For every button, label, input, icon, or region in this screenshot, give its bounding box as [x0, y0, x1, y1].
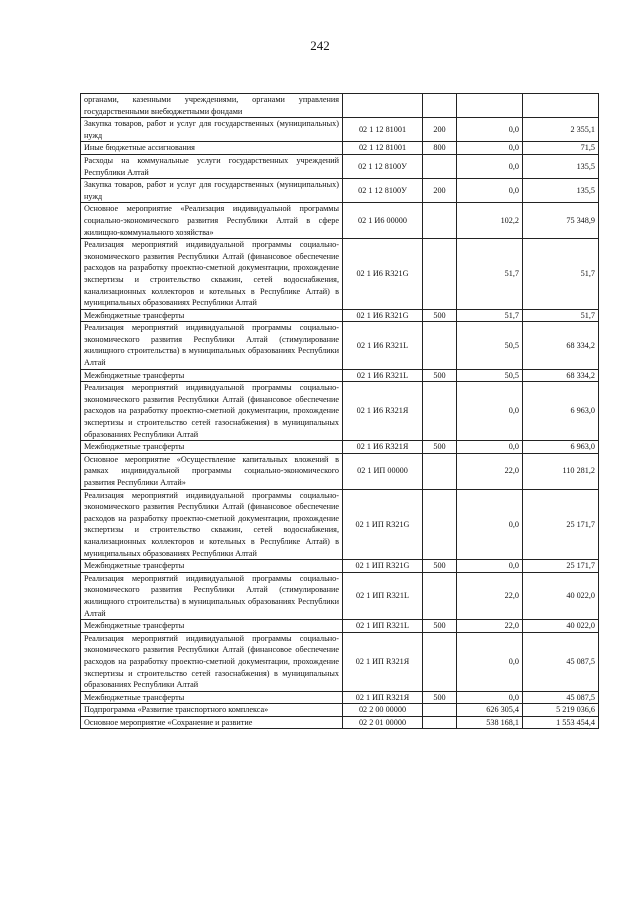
row-expense-type-cell: [423, 704, 457, 717]
row-value-2-cell: 110 281,2: [523, 453, 599, 489]
row-value-2-cell: 25 171,7: [523, 489, 599, 560]
table-row: [81, 489, 599, 560]
row-expense-type-cell: [423, 203, 457, 239]
table-row: [81, 632, 599, 691]
row-value-1-cell: 50,5: [457, 369, 523, 382]
row-value-1-cell: 51,7: [457, 239, 523, 310]
row-value-2-cell: 45 087,5: [523, 632, 599, 691]
row-name-cell: органами, казенными учреждениями, органами управления государственными внебюджетными фондами: [81, 94, 343, 118]
row-name-cell: Расходы на коммунальные услуги государственных учреждений Республики Алтай: [81, 154, 343, 178]
table-row: [81, 118, 599, 142]
row-code-cell: 02 1 ИП R321G: [343, 560, 423, 573]
row-name-cell: Реализация мероприятий индивидуальной программы социально-экономического развития Республики Алтай (финансовое обеспечение расходов на разработку проектно-сметной документации, прохождение экспертизы и строительство скважин, сетей водоснабжения, канализационных коллекторов и котельных в Республике Алтай) в муниципальных образованиях Республики Алтай: [81, 489, 343, 560]
row-value-1-cell: 538 168,1: [457, 716, 523, 729]
row-value-1-cell: 50,5: [457, 322, 523, 369]
row-expense-type-cell: [423, 716, 457, 729]
row-value-2-cell: 6 963,0: [523, 441, 599, 454]
table-row: [81, 203, 599, 239]
row-code-cell: 02 1 И6 00000: [343, 203, 423, 239]
table-row: [81, 142, 599, 155]
row-value-2-cell: 68 334,2: [523, 369, 599, 382]
row-name-cell: Реализация мероприятий индивидуальной программы социально-экономического развития Республики Алтай (финансовое обеспечение расходов на разработку проектно-сметной документации, прохождение экспертизы и строительство сетей газоснабжения) в муниципальных образованиях Республики Алтай: [81, 382, 343, 441]
table-row: [81, 572, 599, 619]
row-expense-type-cell: 500: [423, 309, 457, 322]
row-value-1-cell: 0,0: [457, 691, 523, 704]
budget-table: [80, 93, 599, 729]
row-value-1-cell: 0,0: [457, 441, 523, 454]
row-code-cell: 02 1 12 8100У: [343, 154, 423, 178]
row-value-2-cell: [523, 94, 599, 118]
table-row: [81, 179, 599, 203]
row-expense-type-cell: 500: [423, 620, 457, 633]
budget-table-body: [81, 94, 599, 729]
row-code-cell: 02 2 00 00000: [343, 704, 423, 717]
row-value-2-cell: 5 219 036,6: [523, 704, 599, 717]
row-name-cell: Основное мероприятие «Сохранение и развитие: [81, 716, 343, 729]
row-code-cell: 02 1 12 81001: [343, 142, 423, 155]
row-name-cell: Межбюджетные трансферты: [81, 691, 343, 704]
table-row: [81, 382, 599, 441]
row-name-cell: Реализация мероприятий индивидуальной программы социально-экономического развития Республики Алтай (стимулирование жилищного строительства) в муниципальных образованиях Республики Алтай: [81, 572, 343, 619]
page-number: 242: [310, 38, 330, 53]
table-row: [81, 309, 599, 322]
row-expense-type-cell: 500: [423, 441, 457, 454]
row-value-2-cell: 2 355,1: [523, 118, 599, 142]
row-code-cell: 02 1 ИП R321Я: [343, 632, 423, 691]
row-expense-type-cell: 500: [423, 369, 457, 382]
row-expense-type-cell: 800: [423, 142, 457, 155]
row-name-cell: Межбюджетные трансферты: [81, 369, 343, 382]
table-row: [81, 620, 599, 633]
row-value-2-cell: 40 022,0: [523, 620, 599, 633]
row-value-1-cell: 0,0: [457, 142, 523, 155]
row-value-1-cell: 22,0: [457, 572, 523, 619]
row-name-cell: Основное мероприятие «Реализация индивидуальной программы социально-экономического развития Республики Алтай в сфере жилищно-коммунального хозяйства»: [81, 203, 343, 239]
row-expense-type-cell: 500: [423, 691, 457, 704]
row-code-cell: [343, 94, 423, 118]
row-expense-type-cell: [423, 489, 457, 560]
row-value-2-cell: 40 022,0: [523, 572, 599, 619]
table-row: [81, 716, 599, 729]
table-row: [81, 239, 599, 310]
row-value-2-cell: 45 087,5: [523, 691, 599, 704]
row-value-1-cell: 22,0: [457, 620, 523, 633]
row-expense-type-cell: [423, 572, 457, 619]
row-value-2-cell: 51,7: [523, 309, 599, 322]
table-row: [81, 441, 599, 454]
row-code-cell: 02 1 12 8100У: [343, 179, 423, 203]
row-name-cell: Реализация мероприятий индивидуальной программы социально-экономического развития Республики Алтай (финансовое обеспечение расходов на разработку проектно-сметной документации, прохождение экспертизы и строительство сетей газоснабжения) в муниципальных образованиях Республики Алтай: [81, 632, 343, 691]
row-code-cell: 02 1 И6 R321G: [343, 309, 423, 322]
row-code-cell: 02 1 И6 R321Я: [343, 382, 423, 441]
row-expense-type-cell: 500: [423, 560, 457, 573]
row-code-cell: 02 1 ИП R321G: [343, 489, 423, 560]
row-value-1-cell: 0,0: [457, 118, 523, 142]
table-row: [81, 94, 599, 118]
row-code-cell: 02 1 И6 R321L: [343, 369, 423, 382]
row-code-cell: 02 1 И6 R321L: [343, 322, 423, 369]
table-row: [81, 560, 599, 573]
row-expense-type-cell: [423, 239, 457, 310]
row-value-2-cell: 6 963,0: [523, 382, 599, 441]
row-name-cell: Реализация мероприятий индивидуальной программы социально-экономического развития Республики Алтай (финансовое обеспечение расходов на разработку проектно-сметной документации, прохождение экспертизы и строительство скважин, сетей водоснабжения, канализационных коллекторов и котельных в Республике Алтай) в муниципальных образованиях Республики Алтай: [81, 239, 343, 310]
row-expense-type-cell: [423, 453, 457, 489]
row-name-cell: Реализация мероприятий индивидуальной программы социально-экономического развития Республики Алтай (стимулирование жилищного строительства) в муниципальных образованиях Республики Алтай: [81, 322, 343, 369]
row-expense-type-cell: 200: [423, 118, 457, 142]
row-code-cell: 02 1 И6 R321Я: [343, 441, 423, 454]
row-name-cell: Межбюджетные трансферты: [81, 620, 343, 633]
table-row: [81, 453, 599, 489]
row-expense-type-cell: [423, 154, 457, 178]
row-value-1-cell: [457, 94, 523, 118]
row-value-2-cell: 51,7: [523, 239, 599, 310]
row-name-cell: Межбюджетные трансферты: [81, 441, 343, 454]
row-name-cell: Закупка товаров, работ и услуг для государственных (муниципальных) нужд: [81, 179, 343, 203]
row-name-cell: Основное мероприятие «Осуществление капитальных вложений в рамках индивидуальной программы социально-экономического развития Республики Алтай»: [81, 453, 343, 489]
row-name-cell: Межбюджетные трансферты: [81, 560, 343, 573]
row-value-1-cell: 626 305,4: [457, 704, 523, 717]
row-code-cell: 02 2 01 00000: [343, 716, 423, 729]
row-value-2-cell: 71,5: [523, 142, 599, 155]
row-value-1-cell: 0,0: [457, 382, 523, 441]
row-value-2-cell: 135,5: [523, 179, 599, 203]
row-value-1-cell: 0,0: [457, 154, 523, 178]
row-expense-type-cell: 200: [423, 179, 457, 203]
table-row: [81, 369, 599, 382]
row-value-2-cell: 68 334,2: [523, 322, 599, 369]
table-row: [81, 322, 599, 369]
table-row: [81, 704, 599, 717]
row-value-2-cell: 25 171,7: [523, 560, 599, 573]
row-code-cell: 02 1 ИП R321L: [343, 620, 423, 633]
row-expense-type-cell: [423, 322, 457, 369]
row-expense-type-cell: [423, 382, 457, 441]
row-expense-type-cell: [423, 94, 457, 118]
table-row: [81, 154, 599, 178]
row-name-cell: Закупка товаров, работ и услуг для государственных (муниципальных) нужд: [81, 118, 343, 142]
row-code-cell: 02 1 ИП 00000: [343, 453, 423, 489]
row-code-cell: 02 1 И6 R321G: [343, 239, 423, 310]
row-code-cell: 02 1 12 81001: [343, 118, 423, 142]
row-value-2-cell: 135,5: [523, 154, 599, 178]
row-value-1-cell: 22,0: [457, 453, 523, 489]
row-value-1-cell: 51,7: [457, 309, 523, 322]
row-value-1-cell: 102,2: [457, 203, 523, 239]
row-value-1-cell: 0,0: [457, 489, 523, 560]
row-name-cell: Иные бюджетные ассигнования: [81, 142, 343, 155]
row-expense-type-cell: [423, 632, 457, 691]
table-row: [81, 691, 599, 704]
row-code-cell: 02 1 ИП R321L: [343, 572, 423, 619]
row-value-1-cell: 0,0: [457, 632, 523, 691]
row-name-cell: Межбюджетные трансферты: [81, 309, 343, 322]
row-value-1-cell: 0,0: [457, 560, 523, 573]
row-value-2-cell: 1 553 454,4: [523, 716, 599, 729]
row-value-2-cell: 75 348,9: [523, 203, 599, 239]
row-name-cell: Подпрограмма «Развитие транспортного комплекса»: [81, 704, 343, 717]
row-value-1-cell: 0,0: [457, 179, 523, 203]
row-code-cell: 02 1 ИП R321Я: [343, 691, 423, 704]
